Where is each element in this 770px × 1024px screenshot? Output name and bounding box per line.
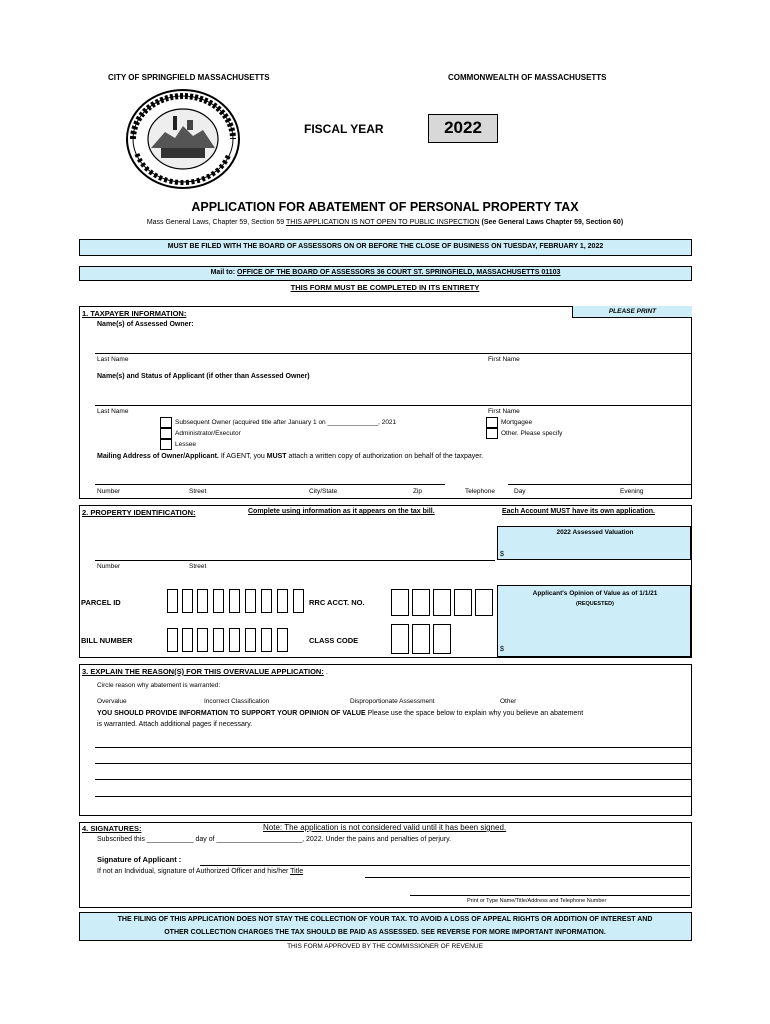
explain-line[interactable] — [95, 763, 691, 764]
section-taxpayer-info — [79, 306, 692, 499]
explain-line[interactable] — [95, 796, 691, 797]
rrc-acct-cell[interactable] — [454, 589, 472, 616]
assessed-valuation-box[interactable] — [497, 526, 691, 560]
class-code-cell[interactable] — [412, 624, 430, 654]
form-title: APPLICATION FOR ABATEMENT OF PERSONAL PROPERTY TAX — [191, 200, 579, 214]
subtitle-laws: Mass General Laws, Chapter 59, Section 59 — [146, 219, 285, 226]
section3-heading-dot: . — [325, 667, 329, 676]
mail-to-label: Mail to: — [210, 269, 236, 276]
number-label: Number — [97, 488, 121, 495]
please-print-badge: PLEASE PRINT — [572, 306, 692, 318]
day-label: Day — [514, 488, 526, 495]
class-code-cell[interactable] — [433, 624, 451, 654]
mailing-address-line[interactable] — [95, 484, 445, 485]
authorized-officer-line[interactable] — [365, 877, 690, 878]
administrator-checkbox[interactable] — [160, 428, 172, 439]
mail-to-address: OFFICE OF THE BOARD OF ASSESSORS 36 COURT ST. SPRINGFIELD, MASSACHUSETTS 01103 — [237, 269, 561, 276]
complete-using-note: Complete using information as it appears on the tax bill. — [248, 508, 435, 515]
parcel-id-cell[interactable] — [213, 589, 224, 613]
parcel-id-cell[interactable] — [245, 589, 256, 613]
mailing-address-agent: If AGENT, you — [218, 453, 267, 460]
other-specify-label: Other. Please specify — [501, 430, 563, 437]
class-code-cell[interactable] — [391, 624, 409, 654]
parcel-id-cell[interactable] — [277, 589, 288, 613]
first-name-label: First Name — [488, 356, 520, 363]
commonwealth-header: COMMONWEALTH OF MASSACHUSETTS — [448, 73, 607, 82]
mailing-address-label — [97, 453, 483, 460]
form-subtitle — [0, 219, 770, 226]
street-label: Street — [189, 488, 207, 495]
parcel-id-label: PARCEL ID — [81, 598, 121, 607]
city-header: CITY OF SPRINGFIELD MASSACHUSETTS — [108, 73, 270, 82]
subtitle-not-open: THIS APPLICATION IS NOT OPEN TO PUBLIC INSPECTION — [286, 219, 480, 226]
rrc-acct-cell[interactable] — [412, 589, 430, 616]
rrc-acct-cell[interactable] — [433, 589, 451, 616]
administrator-label: Administrator/Executor — [175, 430, 241, 437]
bill-number-cell[interactable] — [245, 628, 256, 652]
subtitle-see-laws: (See General Laws Chapter 59, Section 60) — [481, 219, 624, 226]
section1-heading: 1. TAXPAYER INFORMATION: — [82, 309, 187, 318]
reason-disproportionate[interactable]: Disproportionate Assessment — [350, 698, 435, 705]
bill-number-cell[interactable] — [277, 628, 288, 652]
parcel-id-cell[interactable] — [167, 589, 178, 613]
parcel-id-cell[interactable] — [182, 589, 193, 613]
section3-heading-row — [82, 667, 328, 676]
bill-number-cell[interactable] — [261, 628, 272, 652]
bill-number-label: BILL NUMBER — [81, 636, 133, 645]
reason-incorrect-classification[interactable]: Incorrect Classification — [204, 698, 270, 705]
print-type-line[interactable] — [410, 895, 690, 896]
signature-note: Note: The application is not considered valid until it has been signed. — [263, 823, 507, 832]
section3-heading: 3. EXPLAIN THE REASON(S) FOR THIS OVERVALUE APPLICATION: — [82, 667, 324, 676]
opinion-value-box[interactable] — [497, 585, 691, 657]
bill-number-cell[interactable] — [229, 628, 240, 652]
class-code-label: CLASS CODE — [309, 636, 359, 645]
opinion-value-dollar: $ — [500, 646, 504, 653]
assessed-owner-line[interactable] — [95, 353, 691, 354]
property-street-label: Street — [189, 563, 207, 570]
rrc-acct-label: RRC ACCT. NO. — [309, 598, 365, 607]
collection-warning — [79, 912, 692, 941]
evening-label: Evening — [620, 488, 644, 495]
assessed-valuation-dollar: $ — [500, 551, 504, 558]
explain-text-b: is warranted. Attach additional pages if necessary. — [97, 721, 253, 728]
section4-heading: 4. SIGNATURES: — [82, 824, 142, 833]
provide-info-label: YOU SHOULD PROVIDE INFORMATION TO SUPPORT YOUR OPINION OF VALUE — [97, 710, 366, 717]
rrc-acct-cell[interactable] — [391, 589, 409, 616]
reason-overvalue[interactable]: Overvalue — [97, 698, 127, 705]
fiscal-year-label: FISCAL YEAR — [304, 122, 384, 136]
mailing-address-lead: Mailing Address of Owner/Applicant. — [97, 453, 219, 460]
mailing-address-must: MUST — [266, 453, 287, 460]
mortgagee-label: Mortgagee — [501, 419, 533, 426]
assessed-owner-label: Name(s) of Assessed Owner: — [97, 321, 194, 328]
approved-note: THIS FORM APPROVED BY THE COMMISSIONER OF REVENUE — [287, 943, 483, 950]
mailing-address-rest: attach a written copy of authorization on behalf of the taxpayer. — [286, 453, 484, 460]
bill-number-cell[interactable] — [182, 628, 193, 652]
lessee-label: Lessee — [175, 441, 196, 448]
telephone-label: Telephone — [465, 488, 495, 495]
parcel-id-cell[interactable] — [197, 589, 208, 613]
opinion-value-label: Applicant's Opinion of Value as of 1/1/21 — [532, 590, 658, 597]
subsequent-owner-label: Subsequent Owner (acquired title after January 1 on ______________, 2021 — [175, 419, 397, 426]
zip-label: Zip — [413, 488, 423, 495]
telephone-line[interactable] — [508, 484, 691, 485]
mail-to-bar — [79, 266, 692, 281]
city-seal-icon — [125, 88, 241, 190]
circle-reason-label: Circle reason why abatement is warranted: — [97, 682, 221, 689]
authorized-officer-row — [97, 868, 303, 875]
deadline-notice: MUST BE FILED WITH THE BOARD OF ASSESSORS ON OR BEFORE THE CLOSE OF BUSINESS ON TUESDAY, FEBRUARY 1, 2022 — [79, 239, 692, 256]
property-address-line[interactable] — [95, 560, 495, 561]
explain-text-a: Please use the space below to explain why you believe an abatement — [365, 710, 584, 717]
assessed-valuation-label: 2022 Assessed Valuation — [556, 529, 634, 536]
bill-number-cell[interactable] — [197, 628, 208, 652]
parcel-id-cell[interactable] — [229, 589, 240, 613]
bill-number-cell[interactable] — [213, 628, 224, 652]
explain-line[interactable] — [95, 779, 691, 780]
print-type-label: Print or Type Name/Title/Address and Telephone Number — [467, 898, 607, 904]
section2-heading: 2. PROPERTY IDENTIFICATION: — [82, 508, 196, 517]
warning-line-1: THE FILING OF THIS APPLICATION DOES NOT STAY THE COLLECTION OF YOUR TAX. TO AVOID A LOSS OF APPEAL RIGHTS OR ADDITION OF INTEREST AND — [117, 916, 653, 923]
explain-line[interactable] — [95, 747, 691, 748]
fiscal-year-value: 2022 — [428, 114, 498, 143]
last-name-label-2: Last Name — [97, 408, 129, 415]
applicant-status-label: Name(s) and Status of Applicant (if other than Assessed Owner) — [97, 373, 310, 380]
lessee-checkbox[interactable] — [160, 439, 172, 450]
first-name-label-2: First Name — [488, 408, 520, 415]
signature-applicant-line[interactable] — [200, 865, 690, 866]
subscribed-line: Subscribed this ____________ day of ______________________, 2022. Under the pains and penalties of perjury. — [97, 836, 452, 843]
applicant-name-line[interactable] — [95, 405, 691, 406]
city-state-label: City/State — [309, 488, 338, 495]
last-name-label: Last Name — [97, 356, 129, 363]
provide-info-row — [97, 710, 583, 717]
signature-applicant-label: Signature of Applicant : — [97, 855, 182, 864]
authorized-officer-title: Title — [290, 868, 304, 875]
authorized-officer-label: If not an Individual, signature of Authorized Officer and his/her — [97, 868, 291, 875]
property-number-label: Number — [97, 563, 121, 570]
mortgagee-checkbox[interactable] — [486, 417, 498, 428]
requested-label: (REQUESTED) — [576, 601, 614, 607]
each-account-note: Each Account MUST have its own application. — [502, 508, 655, 515]
rrc-acct-cell[interactable] — [475, 589, 493, 616]
warning-line-2: OTHER COLLECTION CHARGES THE TAX SHOULD BE PAID AS ASSESSED. SEE REVERSE FOR MORE IMPORTANT INFORMATION. — [164, 929, 606, 936]
other-specify-checkbox[interactable] — [486, 428, 498, 439]
complete-notice: THIS FORM MUST BE COMPLETED IN ITS ENTIRETY — [290, 283, 480, 292]
parcel-id-cell[interactable] — [293, 589, 304, 613]
reason-other[interactable]: Other — [500, 698, 517, 705]
subsequent-owner-checkbox[interactable] — [160, 417, 172, 428]
bill-number-cell[interactable] — [167, 628, 178, 652]
parcel-id-cell[interactable] — [261, 589, 272, 613]
